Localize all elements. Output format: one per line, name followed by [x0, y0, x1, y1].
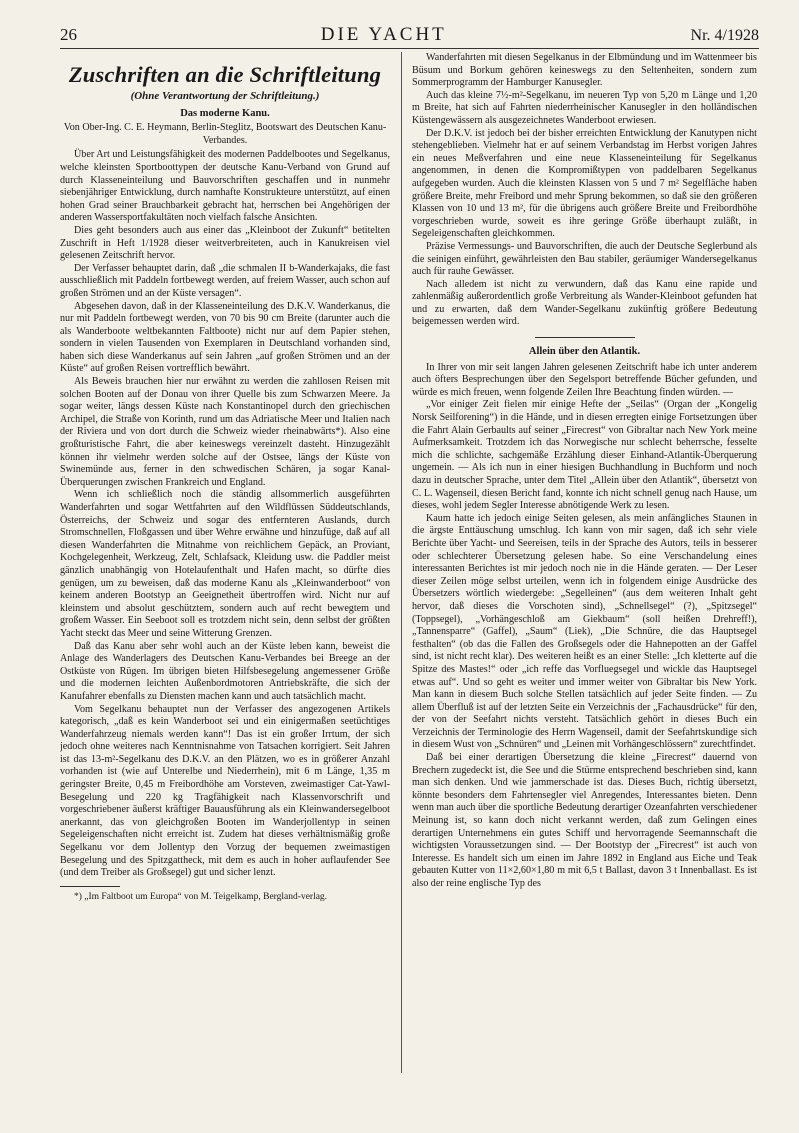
left-column [60, 60, 390, 1113]
paragraph: Auch das kleine 7½-m²-Segelkanu, im neueren Typ von 5,20 m Länge und 1,20 m Breite, hat sich auf Fahrten niederrheinischer Kanusegler in den holländischen Küstengewässern als ausgezeichnetes Wanderboot erwiesen. [412, 89, 757, 126]
section-title: Zuschriften an die Schriftleitung [68, 62, 382, 87]
paragraph: Wanderfahrten mit diesen Segelkanus in der Elbmündung und im Wattenmeer bis Büsum und Borkum gehören keineswegs zu den Seltenheiten, sondern zum Sommerprogramm der Hamburger Kanusegler. [412, 52, 757, 89]
column-divider [401, 52, 402, 1073]
paragraph: Wenn ich schließlich noch die ständig allsommerlich ausgeführten Wanderfahrten und sogar Wettfahrten auf den Wildflüssen Süddeutschlands, Österreichs, der Schweiz und sogar des entfernteren Auslands, durch Stromschnellen, Floßgassen und über Wehre erwähne und hinzufüge, daß auf all diesen Wanderfahrten die Mitnahme von reichlichem Gepäck, an Proviant, Kochgelegenheit, Werkzeug, Zelt, Schlafsack, Kleidung usw. die Paddler meist gänzlich unabhängig von Hotelaufenthalt und Hafen macht, so dürfte dies genügen, um zu beweisen, daß das moderne Kanu als „Kleinwanderboot“ von keinem anderen Bootstyp an Geeignetheit übertroffen wird. Nicht nur auf kleinstem und absolut geschütztem, sondern auch auf recht bewegtem und großem Wasser. Ein Seeboot soll es trotzdem nicht sein, denn selbst der größten Yacht steckt das Meer und seine Witterung Grenzen. [60, 489, 390, 639]
paragraph: Nach alledem ist nicht zu verwundern, daß das Kanu eine rapide und zahlenmäßig außerordentlich große Verbreitung als Wander-Kleinboot gefunden hat und zu erwarten, daß dem Wander-Segelkanu zukünftig größere Bedeutung beigemessen werden wird. [412, 278, 757, 328]
page-header [60, 24, 759, 48]
paragraph: Über Art und Leistungsfähigkeit des modernen Paddelbootes und Segelkanus, welche kleinsten Sportboottypen der deutsche Kanu-Verband von Grund auf durch Klasseneinteilung und Bauvorschriften geschaffen und in nunmehr siebenjähriger Entwicklung, durch namhafte Konstrukteure unterstützt, auf einen hohen Grad seiner Brauchbarkeit gebracht hat, herrschen bei Angehörigen der anderen Wassersportfakultäten noch vielfach falsche Ansichten. [60, 149, 390, 224]
magazine-title: DIE YACHT [320, 24, 447, 45]
paragraph: Präzise Vermessungs- und Bauvorschriften, die auch der Deutsche Seglerbund als die seinigen einführt, gewährleisten den Bau stabiler, geräumiger Wandersegelkanus auch für rauhe Gewässer. [412, 240, 757, 278]
header-rule [60, 48, 759, 49]
right-column [412, 52, 757, 1113]
paragraph: Dies geht besonders auch aus einer das „Kleinboot der Zukunft“ betitelten Zuschrift in Heft 1/1928 dieser weitverbreiteten, auch in Kanukreisen viel gelesenen Zeitschrift hervor. [60, 224, 390, 262]
paragraph: Vom Segelkanu behauptet nun der Verfasser des angezogenen Artikels kategorisch, „daß es kein Wanderboot sei und ein einigermaßen seetüchtiges Wanderfahrzeug niemals werden kann“! Das ist ein großer Irrtum, der sich jedoch ohne weiteres nach Kenntnisnahme von Tatsachen korrigiert. Seit Jahren ist das 13-m²-Segelkanu des D.K.V. an den Plätzen, wo es in größerer Anzahl vorhanden ist (wie auf Unterelbe und Niederrhein), mit 6 m Länge, 1,35 m geringster Breite, 0,45 m Freibordhöhe am Vorsteven, zweimastiger Cat-Yawl-Besegelung und 220 kg Tragfähigkeit nach Klassenvorschrift und vorgeschriebener äußerst kräftiger Bauausführung als ein Kleinwandersegelboot anerkannt, das von gleichgroßen Booten im Wanderjollentyp in seinen Segeleigenschaften nicht erreicht ist. Zudem hat dieses verhältnismäßig große Segelkanu vor dem Jollentyp den Vorzug der bequemen zweimastigen Besegelung und des Spitzgattheck, mit dem es auch in hoher auflaufender See (und dem Treiber als Großsegel) gut und sicher lenzt. [60, 703, 390, 879]
article-title: Das moderne Kanu. [180, 107, 270, 119]
article-separator [535, 337, 635, 338]
paragraph: „Vor einiger Zeit fielen mir einige Hefte der „Seilas“ (Organ der „Kongelig Norsk Seilforening“) in die Hände, und in diesen erregten einige Fortsetzungen über die Fahrt Alain Gerbaults auf seiner „Firecrest“ von Gibraltar nach New York meine Aufmerksamkeit. Trotzdem ich das Norwegische nur schlecht beherrsche, fesselte mich die schlichte, sachgemäße Erzählung dieser Einhand-Atlantik-Überquerung ungemein. — Als ich nun in einer hiesigen Buchhandlung in Buchform und noch dazu in deutscher Sprache, unter dem Titel „Allein über den Atlantik“, übersetzt von C. L. Wagenseil, diesen Bericht fand, konnte ich nicht schnell genug nach Hause, um dieses, wohl jedem Segler Interesse abnötigende Werk zu lesen. [412, 399, 757, 512]
footnote-rule [60, 886, 120, 887]
paragraph: Abgesehen davon, daß in der Klasseneinteilung des D.K.V. Wanderkanus, die nur mit Paddeln fortbewegt werden, von 70 bis 90 cm Breite (darunter auch die als Wanderboote weltbekannten Faltboote) nicht nur auf dem Papier stehen, sondern in vielen Tausenden von Exemplaren in Deutschland vorhanden sind, haben sich diese Wanderkanus auf sein Jahren „auf großen Strömen und an der Küste“ auf großen Reisen vortrefflich bewährt. [60, 300, 390, 375]
page-number: 26 [60, 25, 77, 44]
paragraph: Der Verfasser behauptet darin, daß „die schmalen II b-Wanderkajaks, die fast ausschließlich mit Paddeln fortbewegt werden, auf freiem Wasser, auch schon auf großen Strömen und an der Küste versagen“. [60, 262, 390, 299]
article-title: Allein über den Atlantik. [528, 346, 641, 358]
footnote: *) „Im Faltboot um Europa“ von M. Teigelkamp, Bergland-verlag. [74, 891, 328, 902]
paragraph: In Ihrer von mir seit langen Jahren gelesenen Zeitschrift habe ich unter anderem auch öfters Besprechungen über den Segelsport betreffende Bücher gefunden, und würde es mich freuen, wenn folgende Zeilen Ihre Beachtung finden würden. — [412, 361, 757, 398]
paragraph: Daß bei einer derartigen Übersetzung die kleine „Firecrest“ dauernd von Brechern zugedeckt ist, die See und die Stürme entsprechend beschrieben sind, kann man sich denken. Und wie jammerschade ist das. Dieses Buch, richtig übersetzt, könnte besonders dem Fahrtensegler viel Anregendes, Interessantes bieten. Denn wenn man auch über die sportliche Bedeutung derartiger Ozeanfahrten verschiedener Meinung ist, so kann doch nicht verkannt werden, daß zum Gelingen eines derartigen Unternehmens ein gutes Schiff und hervorragende Seemannschaft die wichtigsten Voraussetzungen sind. — Der Bootstyp der „Firecrest“ ist auch von Interesse. Es handelt sich um einen im Jahre 1892 in England aus Eiche und Teak gebauten Kutter von 11×2,60×1,80 m mit 6,5 t Ballast, davon 3 t Innenballast. Es ist also der reine englische Typ des [412, 752, 757, 889]
section-subtitle: (Ohne Verantwortung der Schriftleitung.) [130, 90, 320, 102]
paragraph: Daß das Kanu aber sehr wohl auch an der Küste leben kann, beweist die Anlage des Wanderlagers des Deutschen Kanu-Verbandes bei Breege an der Ostküste von Rügen. Im übrigen bieten Hilfsbesegelung angemessener Größe und die modernen leichten Außenbordmotoren Antriebskräfte, die sich der Kanufahrer ebenfalls zu Diensten machen kann und auch tatsächlich macht. [60, 640, 390, 702]
paragraph: Kaum hatte ich jedoch einige Seiten gelesen, als mein anfängliches Staunen in die ärgste Enttäuschung umschlug. Ich kann von mir sagen, daß ich sehr viele Berichte über Yacht- und Seereisen, teils in der Sprache des Autors, teils in besserer oder schlechterer Übersetzung gelesen habe. So eine Verschandelung eines interessanten Berichtes ist mir jedoch noch nie in die Hände geraten. — Der Leser dieser Zeilen möge selbst urteilen, wenn ich in folgendem einige Ausdrücke des Übersetzers wörtlich wiedergebe: „Segelleinen“ (aus dem weiteren Inhalt geht hervor, daß dieses die Vorschoten sind), „Schnellsegel“ (?), „Spitzsegel“ (Toppsegel), „Vorhängeschloß am Giekbaum“ (soll heißen Drehreff!), „Tannensparre“ (Gaffel), „Saum“ (Liek), „Die Schnüre, die das Hauptsegel festhalten“ (ob das die Fallen des Großsegels oder die Hahnepotten an der Gaffel sind, ist nicht recht klar). Des weiteren heißt es an einer Stelle: „Ich kletterte auf die Spitze des Mastes!“ oder „ich reffe das Vorfluegsegel und wickle das Hauptsegel etwas auf“. Und so geht es weiter und immer weiter von Gibraltar bis New York. Man kann in diesem Buch solche Stellen tatsächlich auf jeder Seite finden. — Zu allem Überfluß ist auf der letzten Seite ein Verzeichnis der „Fachausdrücke“ für den, der von der Seefahrt nichts versteht. Tatsächlich gehört in dieses Buch ein Verzeichnis der Terminologie des Herrn Wagenseil, damit der Seefahrtskundige sich in diesem Wust von „Schnüren“ und „Leinen mit Vorhängeschlössern“ zurechtfindet. [412, 512, 757, 751]
paragraph: Der D.K.V. ist jedoch bei der bisher erreichten Entwicklung der Kanutypen nicht stehengeblieben. Vielmehr hat er auf seinem Verbandstag im Herbst vorigen Jahres ein neues Meßverfahren und eine neue Klasseneinteilung für Segelkanus angenommen, in denen die Kompromißtypen von paddelbaren Segelkanus aufgegeben wurden. Auch die kleinsten Klassen von 5 und 7 m² Segelfläche haben größere Breite, mehr Freibord und mehr Sprung bekommen, so daß sie den größeren Klassen von 10 und 13 m², für die übrigens auch größere Breite und Freibordhöhe vorgeschrieben wurde, soweit es ihre geringe Größe überhaupt zuläßt, in Segeleigenschaften gleichkommen. [412, 127, 757, 240]
article-byline: Von Ober-Ing. C. E. Heymann, Berlin-Steglitz, Bootswart des Deutschen Kanu-Verbandes. [63, 122, 387, 146]
issue-number: Nr. 4/1928 [690, 27, 759, 44]
paragraph: Als Beweis brauchen hier nur erwähnt zu werden die zahllosen Reisen mit solchen Booten auf der Donau von ihrer Quelle bis zum Schwarzen Meere. Ja sogar weiter, längs dessen Küste nach Konstantinopel durch den griechischen Archipel, die Straße von Korinth, rund um das Adriatische Meer und Italien nach der Riviera und von dort durch die Schweiz wieder rheinabwärts*). Also eine großturistische Fahrt, die aber keineswegs vereinzelt dasteht. Hinzugezählt können ihr vielmehr werden solche auf der Ostsee, längs der Küste von Swinemünde aus, ferner in den schwedischen Schären, ja sogar Kanal-Überquerungen zwischen Frankreich und England. [60, 376, 390, 488]
